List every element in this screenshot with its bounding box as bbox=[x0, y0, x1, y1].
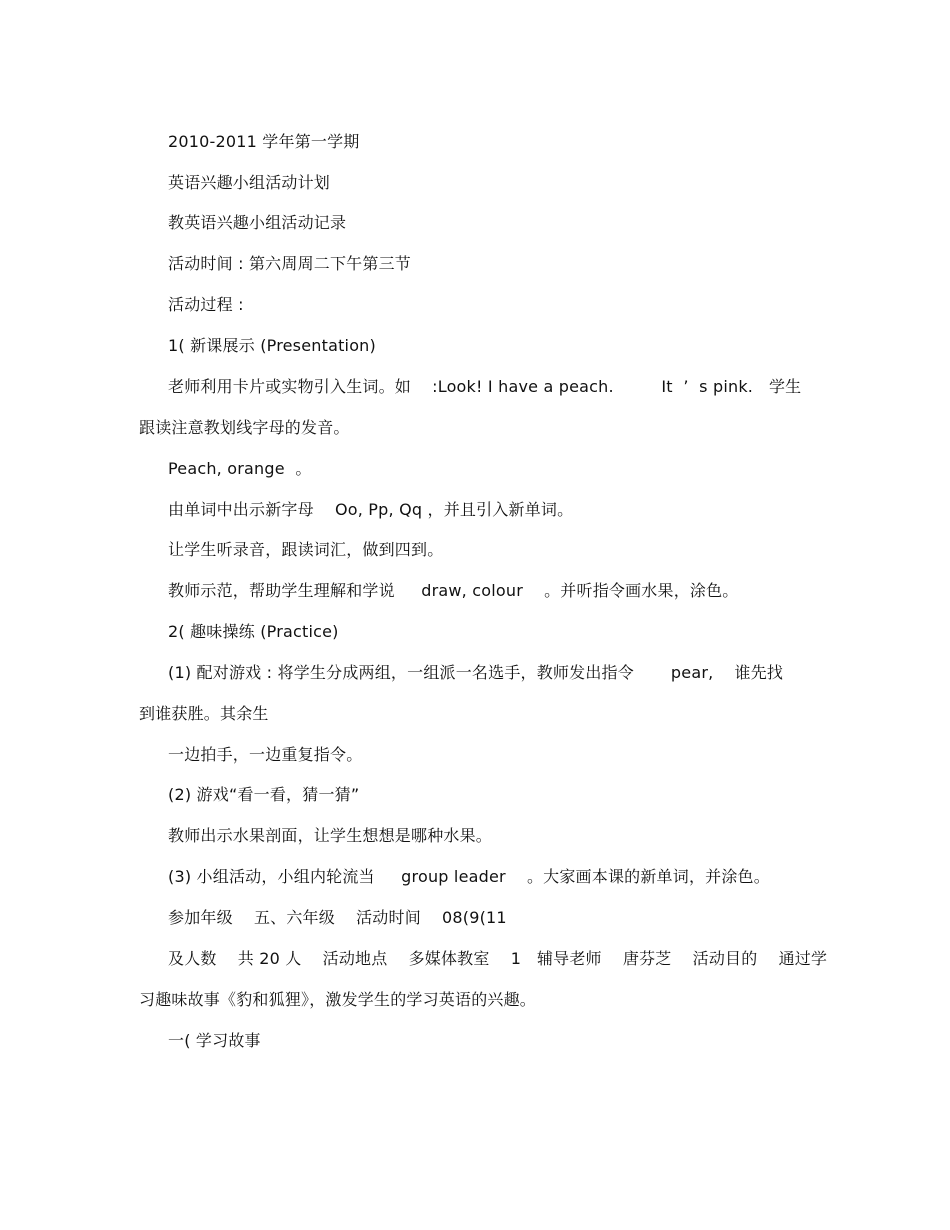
info-line: 及人数 共 20 人 活动地点 多媒体教室 1 辅导老师 唐芬芝 活动目的 通过学 bbox=[168, 949, 828, 968]
paragraph-line: (2) 游戏“看一看，猜一猜” bbox=[168, 785, 360, 804]
paragraph-line: 跟读注意教划线字母的发音。 bbox=[139, 418, 350, 437]
paragraph-line: 让学生听录音，跟读词汇，做到四到。 bbox=[168, 540, 444, 559]
section-practice-heading: 2( 趣味操练 (Practice) bbox=[168, 622, 339, 641]
paragraph-line: 一边拍手，一边重复指令。 bbox=[168, 745, 363, 764]
paragraph-line: (3) 小组活动，小组内轮流当 group leader 。大家画本课的新单词，并涂色。 bbox=[168, 867, 770, 886]
paragraph-line: 教师示范，帮助学生理解和学说 draw, colour 。并听指令画水果，涂色。 bbox=[168, 581, 739, 600]
record-title: 教英语兴趣小组活动记录 bbox=[168, 213, 347, 232]
paragraph-line: 到谁获胜。其余生 bbox=[139, 704, 269, 723]
section-presentation-heading: 1( 新课展示 (Presentation) bbox=[168, 336, 376, 355]
plan-title: 英语兴趣小组活动计划 bbox=[168, 173, 331, 192]
activity-process-label: 活动过程 : bbox=[168, 295, 244, 314]
semester-heading: 2010-2011 学年第一学期 bbox=[168, 132, 360, 151]
section-story-heading: 一( 学习故事 bbox=[168, 1031, 261, 1050]
info-line: 习趣味故事《豹和狐狸》，激发学生的学习英语的兴趣。 bbox=[139, 990, 537, 1009]
paragraph-line: 由单词中出示新字母 Oo, Pp, Qq ，并且引入新单词。 bbox=[168, 500, 574, 519]
paragraph-line: Peach, orange 。 bbox=[168, 459, 312, 478]
info-line: 参加年级 五、六年级 活动时间 08(9(11 bbox=[168, 908, 507, 927]
paragraph-line: (1) 配对游戏 : 将学生分成两组，一组派一名选手，教师发出指令 pear, 谁先找 bbox=[168, 663, 784, 682]
paragraph-line: 教师出示水果剖面，让学生想想是哪种水果。 bbox=[168, 826, 493, 845]
paragraph-line: 老师利用卡片或实物引入生词。如 :Look! I have a peach. It ’ s pink. 学生 bbox=[168, 377, 802, 396]
activity-time-line: 活动时间 : 第六周周二下午第三节 bbox=[168, 254, 411, 273]
